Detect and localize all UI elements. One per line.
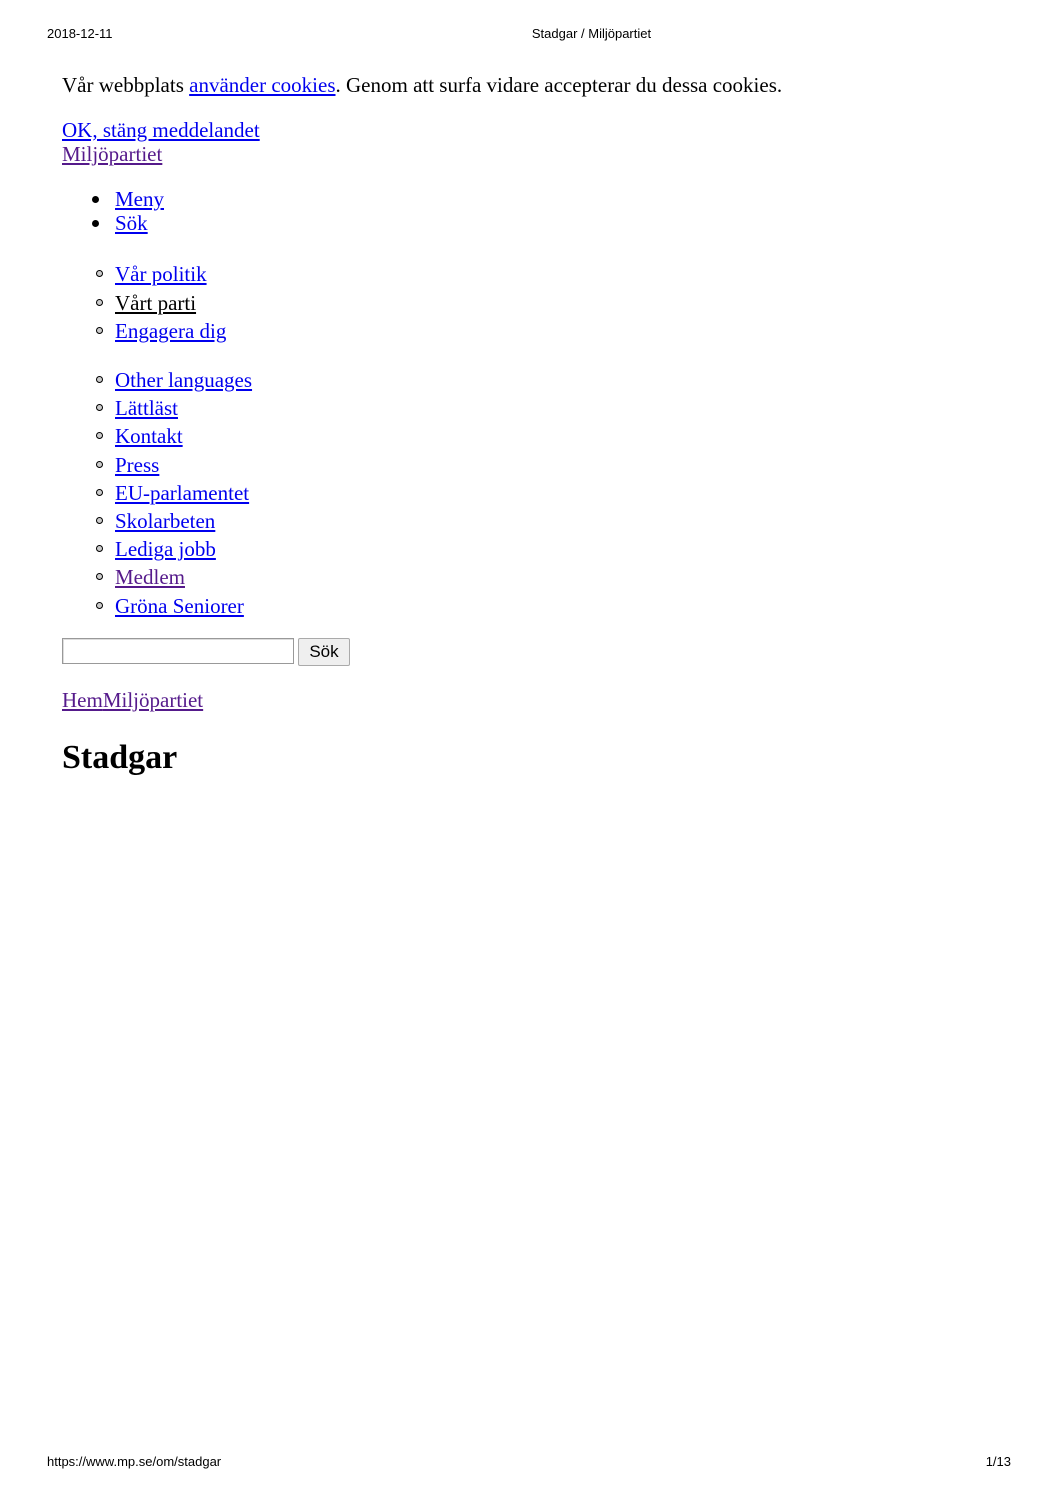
- page-title: Stadgar: [62, 739, 178, 776]
- breadcrumb: [62, 687, 203, 713]
- utility-nav-item: [62, 563, 252, 591]
- top-nav: [62, 187, 164, 235]
- main-nav-link-var-politik[interactable]: Vår politik: [115, 262, 207, 286]
- top-nav-item-menu: [62, 187, 164, 211]
- search-button[interactable]: Sök: [298, 638, 350, 666]
- utility-link-press[interactable]: Press: [115, 452, 160, 477]
- main-nav-item: [62, 260, 226, 289]
- breadcrumb-current-link[interactable]: Miljöpartiet: [102, 688, 204, 712]
- main-nav-link-engagera-dig[interactable]: Engagera dig: [115, 319, 227, 343]
- cookie-text-before: Vår webbplats: [62, 73, 190, 97]
- logo-link[interactable]: Miljöpartiet: [62, 142, 163, 166]
- utility-nav-item: [62, 422, 252, 450]
- search-input[interactable]: [62, 638, 294, 664]
- utility-link-kontakt[interactable]: Kontakt: [115, 424, 183, 449]
- utility-link-other-languages[interactable]: Other languages: [115, 368, 253, 392]
- utility-nav-item: [62, 592, 252, 620]
- utility-link-lattlast[interactable]: Lättläst: [115, 396, 178, 421]
- search-link[interactable]: Sök: [115, 211, 148, 235]
- print-date: 2018-12-11: [47, 26, 113, 41]
- close-cookie-notice-link[interactable]: OK, stäng meddelandet: [62, 118, 260, 142]
- cookie-info-link[interactable]: använder cookies: [189, 73, 336, 97]
- menu-link[interactable]: Meny: [115, 187, 164, 211]
- utility-link-grona-seniorer[interactable]: Gröna Seniorer: [115, 593, 244, 618]
- utility-link-medlem[interactable]: Medlem: [115, 565, 185, 590]
- utility-nav-item: [62, 479, 252, 507]
- top-nav-item-search: [62, 211, 164, 235]
- main-nav-item: [62, 317, 226, 346]
- breadcrumb-home-link[interactable]: Hem: [62, 688, 103, 712]
- utility-nav: [62, 366, 252, 620]
- utility-nav-item: [62, 507, 252, 535]
- print-footer: [0, 1454, 1058, 1470]
- cookie-text-after: . Genom att surfa vidare accepterar du dessa cookies.: [335, 73, 783, 97]
- utility-link-lediga-jobb[interactable]: Lediga jobb: [115, 537, 216, 562]
- main-nav: [62, 260, 226, 346]
- cookie-notice: [62, 72, 782, 98]
- print-page-number: 1/13: [985, 1454, 1011, 1469]
- utility-link-skolarbeten[interactable]: Skolarbeten: [115, 509, 216, 534]
- utility-nav-item: [62, 451, 252, 479]
- utility-nav-item: [62, 394, 252, 422]
- main-nav-link-vart-parti[interactable]: Vårt parti: [115, 290, 197, 315]
- print-header: [0, 26, 1058, 42]
- utility-link-eu-parlamentet[interactable]: EU-parlamentet: [115, 480, 250, 505]
- utility-nav-item: [62, 535, 252, 563]
- utility-nav-item: [62, 366, 252, 394]
- print-title: Stadgar / Miljöpartiet: [531, 26, 652, 41]
- main-nav-item: [62, 289, 226, 318]
- print-url: https://www.mp.se/om/stadgar: [47, 1454, 222, 1469]
